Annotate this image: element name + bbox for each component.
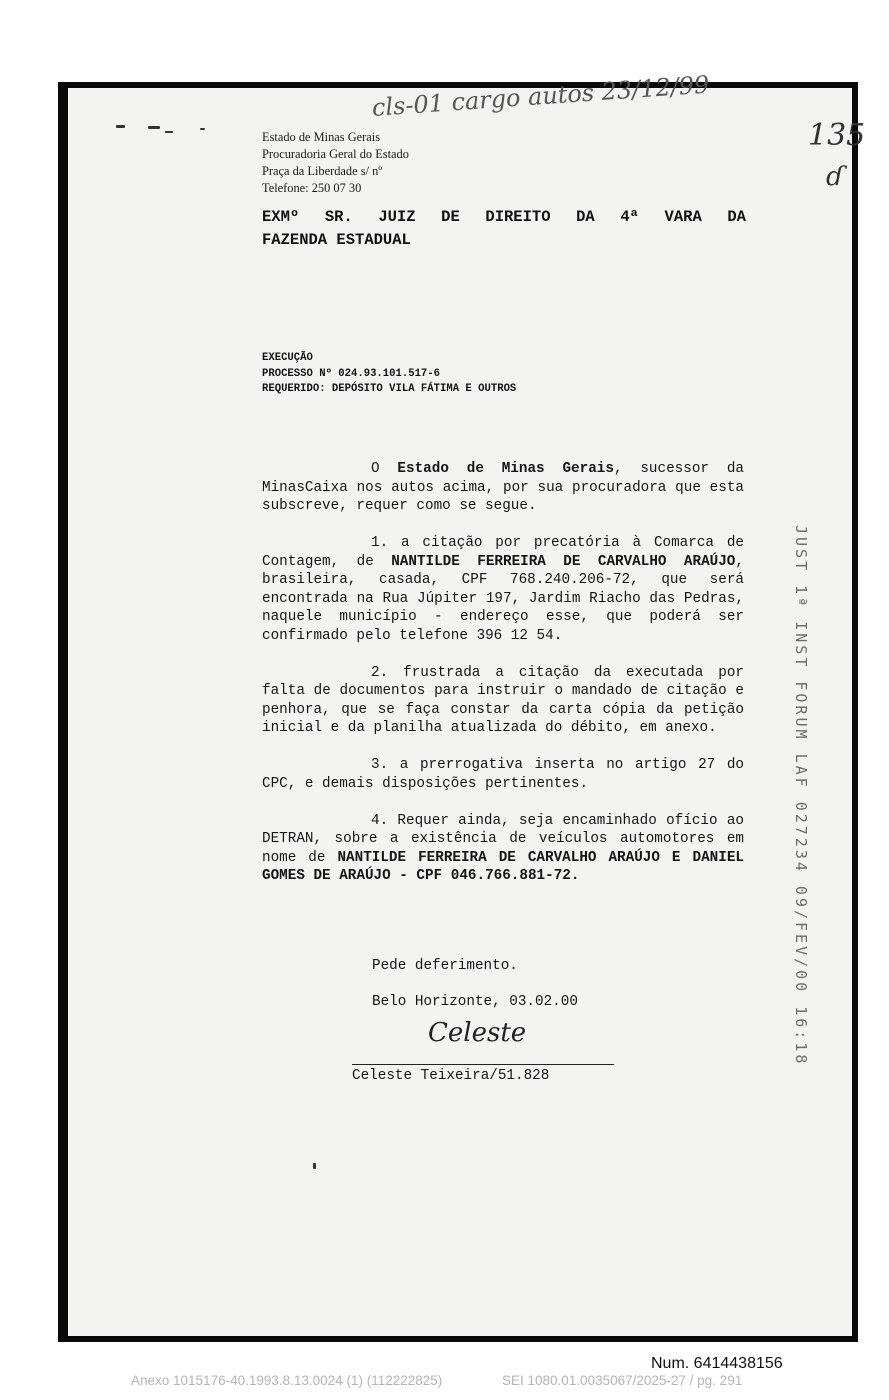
item-1-text-rest: , brasileira, casada, CPF 768.240.206-72, que será encontrada na Rua Júpiter 197, Jardim Riacho das Pedras, naquele município - endereço esse, que poderá ser confirmado pelo telefone 396 12 54. [262, 553, 744, 644]
case-block [262, 351, 516, 398]
item-1-paragraph [262, 534, 744, 645]
letterhead-line: Praça da Liberdade s/ nº [262, 164, 383, 178]
item-2-text: 2. frustrada a citação da executada por falta de documentos para instruir o mandado de citação e penhora, que se faça constar da carta cópia da petição inicial e da planilha atualizada do débito, em anexo. [262, 664, 744, 736]
case-process-number: PROCESSO Nº 024.93.101.517-6 [262, 367, 441, 380]
signer-name: Celeste Teixeira/51.828 [352, 1068, 550, 1084]
item-1-defendant: NANTILDE FERREIRA DE CARVALHO ARAÚJO [391, 553, 736, 570]
scan-speck [116, 125, 125, 128]
document-number: Num. 6414438156 [651, 1355, 783, 1372]
closing-request: Pede deferimento. [372, 958, 518, 974]
case-type: EXECUÇÃO [262, 352, 313, 364]
addressee-line-2: FAZENDA ESTADUAL [262, 231, 411, 249]
letterhead-line: Estado de Minas Gerais [262, 130, 381, 144]
item-3-text: 3. a prerrogativa inserta no artigo 27 do CPC, e demais disposições pertinentes. [262, 757, 744, 792]
signature-line [352, 1064, 614, 1065]
protocol-stamp [790, 525, 814, 1105]
letterhead [262, 129, 409, 197]
handwritten-page-number: 135 [808, 118, 866, 153]
scan-speck [200, 128, 205, 130]
item-4-paragraph [262, 812, 744, 886]
intro-text: O [371, 461, 398, 477]
item-4-text: 4. Requer ainda, seja encaminhado ofício ao DETRAN, sobre a existência de veículos automotores em nome de [262, 812, 744, 866]
intro-party: Estado de Minas Gerais [397, 461, 614, 477]
item-3-paragraph [262, 756, 744, 793]
letterhead-line: Procuradoria Geral do Estado [262, 147, 409, 161]
protocol-stamp-text: JUST 1ª INST FORUM LAF 027234 09/FEV/00 16:18 [792, 525, 810, 1067]
scan-speck [148, 126, 160, 129]
letterhead-line: Telefone: 250 07 30 [262, 181, 362, 195]
item-1-text: 1. a citação por precatória à Comarca de Contagem, de [262, 535, 744, 570]
case-respondent: REQUERIDO: DEPÓSITO VILA FÁTIMA E OUTROS [262, 383, 517, 395]
intro-paragraph [262, 460, 744, 516]
scan-speck [313, 1163, 316, 1169]
petition-body [262, 460, 744, 904]
closing-place-date: Belo Horizonte, 03.02.00 [372, 994, 578, 1010]
footer-sei: SEI 1080.01.0035067/2025-27 / pg. 291 [502, 1373, 743, 1388]
intro-text-rest: , sucessor da MinasCaixa nos autos acima, por sua procuradora que esta subscreve, requer como se segue. [262, 461, 744, 514]
signature: Celeste [428, 1018, 527, 1048]
addressee-line-1: EXMº SR. JUIZ DE DIREITO DA 4ª VARA DA [262, 208, 746, 226]
handwritten-top-note: cls-01 cargo autos 23/12/99 [371, 70, 711, 122]
addressee-heading [262, 206, 746, 252]
handwritten-rubric: ɗ [826, 162, 844, 192]
scan-speck [165, 131, 173, 133]
item-2-paragraph [262, 664, 744, 738]
item-4-defendants: NANTILDE FERREIRA DE CARVALHO ARAÚJO E DANIEL GOMES DE ARAÚJO - CPF 046.766.881-72. [262, 849, 744, 884]
footer-annex: Anexo 1015176-40.1993.8.13.0024 (1) (112222825) [131, 1373, 443, 1388]
